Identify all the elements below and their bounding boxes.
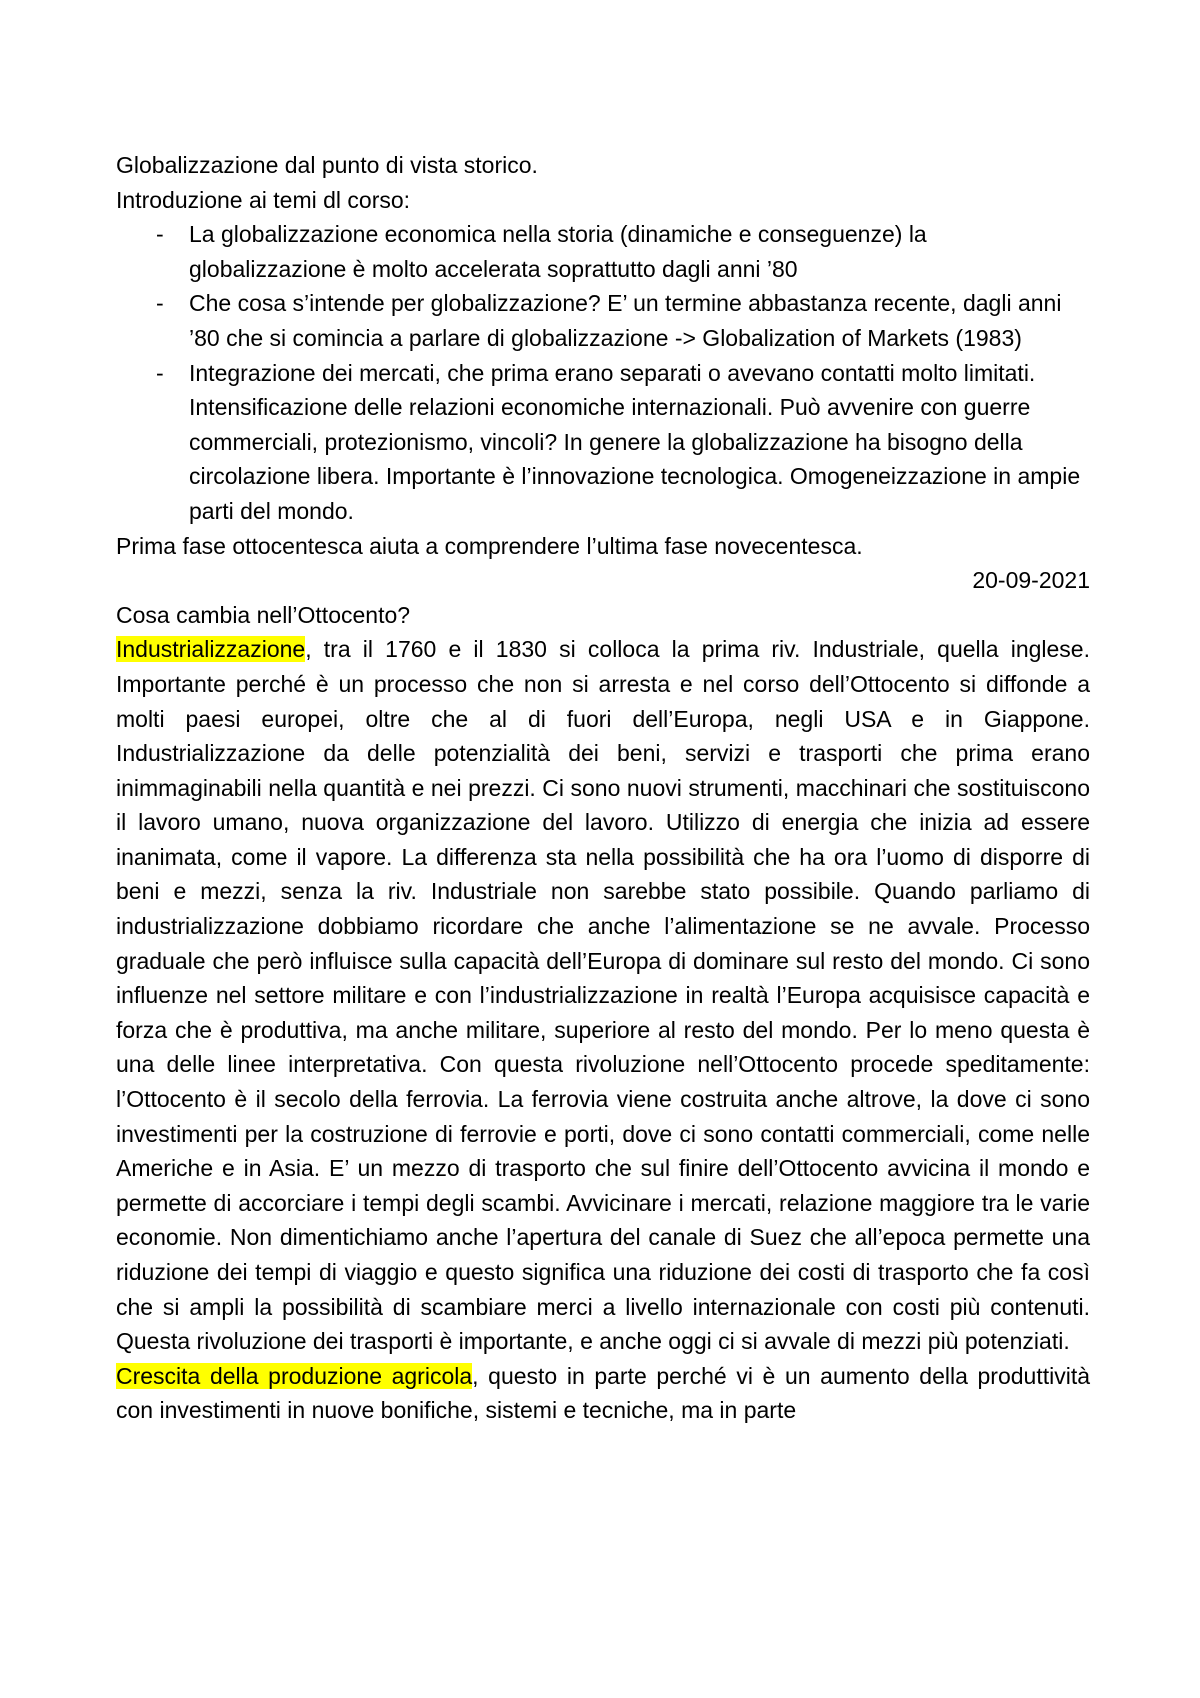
intro-closing: Prima fase ottocentesca aiuta a comprendere l’ultima fase novecentesca. <box>116 532 863 559</box>
bullet-text: La globalizzazione economica nella storia (dinamiche e conseguenze) la globalizzazione è molto accelerata soprattutto dagli anni ’80 <box>189 221 927 282</box>
lecture-date: 20-09-2021 <box>972 567 1090 594</box>
intro-heading: Introduzione ai temi dl corso: <box>116 186 411 213</box>
highlighted-term: Industrializzazione <box>116 636 306 663</box>
document-title: Globalizzazione dal punto di vista storico. <box>116 152 538 178</box>
bullet-text: Che cosa s’intende per globalizzazione? E’ un termine abbastanza recente, dagli anni ’80 che si comincia a parlare di globalizzazione -> Globalization of Markets (1983) <box>189 290 1062 351</box>
dash-marker: - <box>156 221 164 248</box>
highlighted-term: Crescita della produzione agricola <box>116 1362 473 1389</box>
bullet-text: Integrazione dei mercati, che prima erano separati o avevano contatti molto limitati. Intensificazione delle relazioni economiche internazionali. Può avvenire con guerre commerciali, protezionismo, vincoli? In genere la globalizzazione ha bisogno della circolazione libera. Importante è l’innovazione tecnologica. Omogeneizzazione in ampie parti del mondo. <box>189 359 1081 524</box>
paragraph-agriculture <box>116 1359 1090 1428</box>
intro-bullet-list <box>116 217 1090 528</box>
section-heading: Cosa cambia nell’Ottocento? <box>116 601 411 628</box>
dash-marker: - <box>156 290 164 317</box>
paragraph-text: , questo in parte perché vi è un aumento della produttività con investimenti in nuove bonifiche, sistemi e tecniche, ma in parte <box>116 1362 1090 1424</box>
bullet-item <box>116 217 1090 286</box>
bullet-item <box>116 356 1090 529</box>
paragraph-text: , tra il 1760 e il 1830 si colloca la prima riv. Industriale, quella inglese. Importante perché è un processo che non si arresta e nel corso dell’Ottocento si diffonde a molti paesi europei, oltre che al di fuori dell’Europa, negli USA e in Giappone. Industrializzazione da delle potenzialità dei beni, servizi e trasporti che prima erano inimmaginabili nella quantità e nei prezzi. Ci sono nuovi strumenti, macchinari che sostituiscono il lavoro umano, nuova organizzazione del lavoro. Utilizzo di energia che inizia ad essere inanimata, come il vapore. La differenza sta nella possibilità che ha ora l’uomo di disporre di beni e mezzi, senza la riv. Industriale non sarebbe stato possibile. Quando parliamo di industrializzazione dobbiamo ricordare che anche l’alimentazione se ne avvale. Processo graduale che però influisce sulla capacità dell’Europa di dominare sul resto del mondo. Ci sono influenze nel settore militare e con l’industrializzazione in realtà l’Europa acquisisce capacità e forza che è produttiva, ma anche militare, superiore al resto del mondo. Per lo meno questa è una delle linee interpretativa. Con questa rivoluzione nell’Ottocento procede speditamente: l’Ottocento è il secolo della ferrovia. La ferrovia viene costruita anche altrove, la dove ci sono investimenti per la costruzione di ferrovie e porti, dove ci sono contatti commerciali, come nelle Americhe e in Asia. E’ un mezzo di trasporto che sul finire dell’Ottocento avvicina il mondo e permette di accorciare i tempi degli scambi. Avvicinare i mercati, relazione maggiore tra le varie economie. Non dimentichiamo anche l’apertura del canale di Suez che all’epoca permette una riduzione dei tempi di viaggio e questo significa una riduzione dei costi di trasporto che fa così che si ampli la possibilità di scambiare merci a livello internazionale con costi più contenuti. Questa rivoluzione dei trasporti è importante, e anche oggi ci si avvale di mezzi più potenziati. <box>116 636 1090 1355</box>
dash-marker: - <box>156 359 164 386</box>
bullet-item <box>116 286 1090 355</box>
document-page <box>116 148 1090 1428</box>
paragraph-industrialization <box>116 632 1090 1358</box>
